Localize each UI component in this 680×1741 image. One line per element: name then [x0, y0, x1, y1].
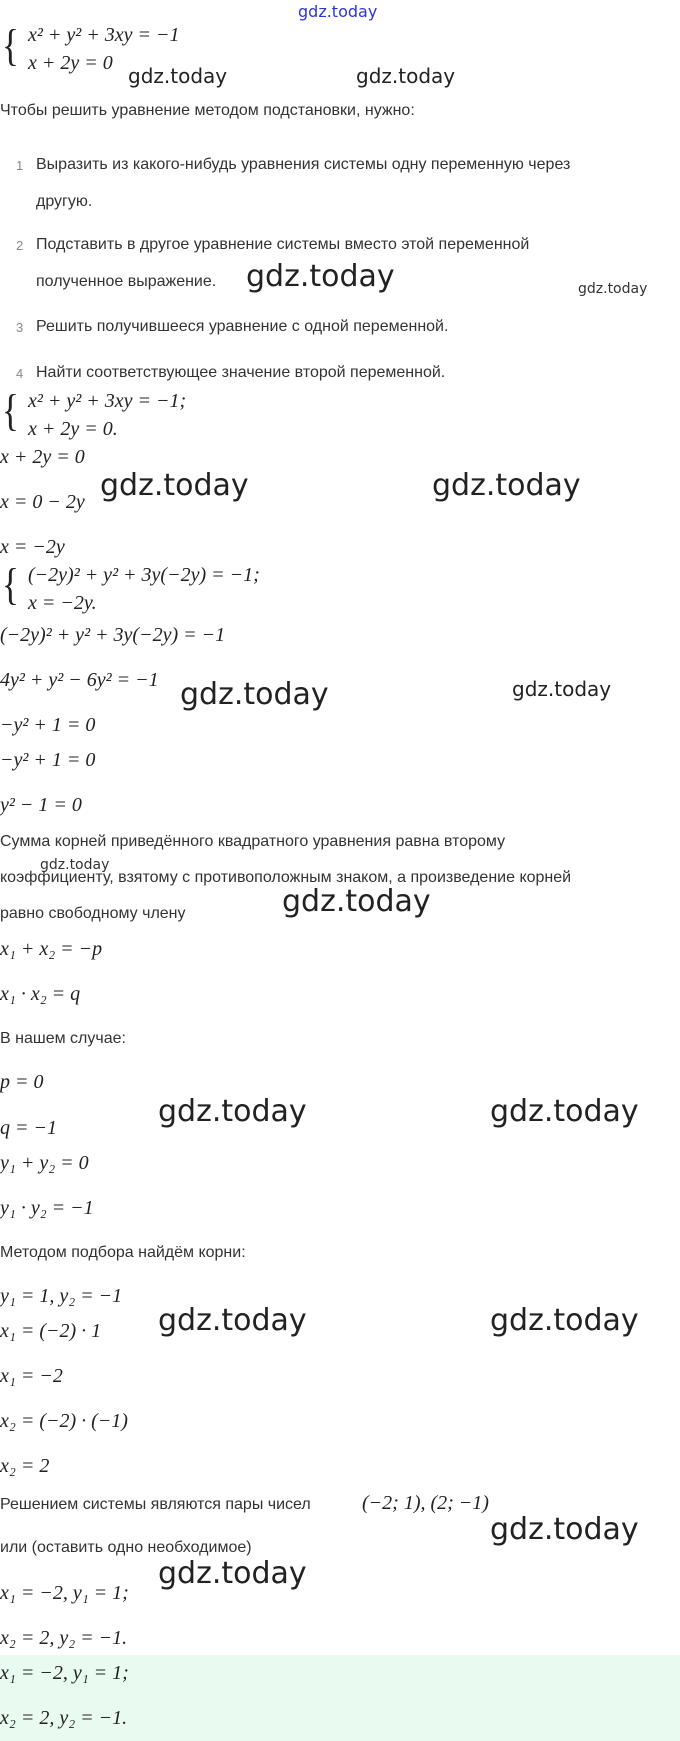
watermark: gdz.today [578, 281, 648, 297]
case-label: В нашем случае: [0, 1030, 126, 1047]
watermark: gdz.today [356, 64, 456, 88]
system3-eq2: x = −2y. [28, 592, 97, 614]
math-line: y₁ · y₂ = −1 [0, 1197, 94, 1219]
watermark: gdz.today [490, 1303, 639, 1338]
pick-label: Методом подбора найдём корни: [0, 1244, 246, 1261]
system-brace: { [2, 21, 19, 70]
math-line: y² − 1 = 0 [0, 794, 82, 816]
step-number: 3 [16, 320, 24, 335]
math-line: x = 0 − 2y [0, 491, 85, 513]
watermark: gdz.today [158, 1556, 307, 1591]
step-text: Подставить в другое уравнение системы вместо этой переменной [36, 236, 530, 253]
system3-eq1: (−2y)² + y² + 3y(−2y) = −1; [28, 564, 260, 586]
math-line: x₁ = −2 [0, 1365, 63, 1387]
step-text: Выразить из какого-нибудь уравнения системы одну переменную через [36, 156, 571, 173]
watermark: gdz.today [158, 1094, 307, 1129]
or-text: или (оставить одно необходимое) [0, 1539, 252, 1556]
watermark: gdz.today [490, 1094, 639, 1129]
watermark: gdz.today [282, 884, 431, 919]
math-line: x₂ = (−2) · (−1) [0, 1410, 128, 1432]
math-line: 4y² + y² − 6y² = −1 [0, 669, 159, 691]
watermark: gdz.today [158, 1303, 307, 1338]
watermark: gdz.today [40, 857, 110, 873]
math-line: −y² + 1 = 0 [0, 749, 96, 771]
math-line: x₂ = 2 [0, 1455, 50, 1477]
answer-band-line: x₁ = −2, y₁ = 1; [0, 1662, 129, 1684]
math-line: p = 0 [0, 1071, 44, 1093]
step-text: полученное выражение. [36, 273, 217, 290]
watermark: gdz.today [512, 677, 612, 701]
watermark: gdz.today [246, 259, 395, 294]
watermark: gdz.today [490, 1512, 639, 1547]
vieta-text: Сумма корней приведённого квадратного уравнения равна второму [0, 833, 506, 850]
vieta-text: коэффициенту, взятому с противоположным знаком, а произведение корней [0, 869, 572, 886]
answer-line: x₂ = 2, y₂ = −1. [0, 1627, 128, 1649]
step-text: Найти соответствующее значение второй переменной. [36, 364, 446, 381]
system2-eq1: x² + y² + 3xy = −1; [28, 390, 187, 412]
answer-band-line: x₂ = 2, y₂ = −1. [0, 1707, 128, 1729]
math-line: −y² + 1 = 0 [0, 714, 96, 736]
answer-line: x₁ = −2, y₁ = 1; [0, 1582, 129, 1604]
watermark: gdz.today [180, 677, 329, 712]
system1-eq1: x² + y² + 3xy = −1 [28, 24, 180, 46]
math-line: y₁ = 1, y₂ = −1 [0, 1285, 123, 1307]
system2-eq2: x + 2y = 0. [28, 418, 118, 440]
math-line: x = −2y [0, 536, 65, 558]
watermark: gdz.today [100, 468, 249, 503]
watermark: gdz.today [432, 468, 581, 503]
math-line: x + 2y = 0 [0, 446, 85, 468]
math-line: q = −1 [0, 1117, 57, 1139]
system1-eq2: x + 2y = 0 [28, 52, 113, 74]
math-line: x₁ = (−2) · 1 [0, 1320, 102, 1342]
system-brace: { [2, 386, 19, 435]
step-number: 4 [16, 366, 24, 381]
math-line: y₁ + y₂ = 0 [0, 1152, 89, 1174]
step-number: 2 [16, 238, 24, 253]
intro-text: Чтобы решить уравнение методом подстановки, нужно: [0, 102, 415, 119]
step-number: 1 [16, 158, 24, 173]
vieta-text: равно свободному члену [0, 905, 186, 922]
math-line: (−2y)² + y² + 3y(−2y) = −1 [0, 624, 226, 646]
math-line: x₁ + x₂ = −p [0, 938, 103, 960]
math-line: x₁ · x₂ = q [0, 983, 81, 1005]
watermark: gdz.today [128, 64, 228, 88]
step-text: другую. [36, 193, 93, 210]
solution-pairs: (−2; 1), (2; −1) [362, 1492, 489, 1514]
system-brace: { [2, 560, 19, 609]
watermark-top: gdz.today [298, 2, 378, 21]
solution-text: Решением системы являются пары чисел [0, 1496, 311, 1513]
step-text: Решить получившееся уравнение с одной переменной. [36, 318, 449, 335]
